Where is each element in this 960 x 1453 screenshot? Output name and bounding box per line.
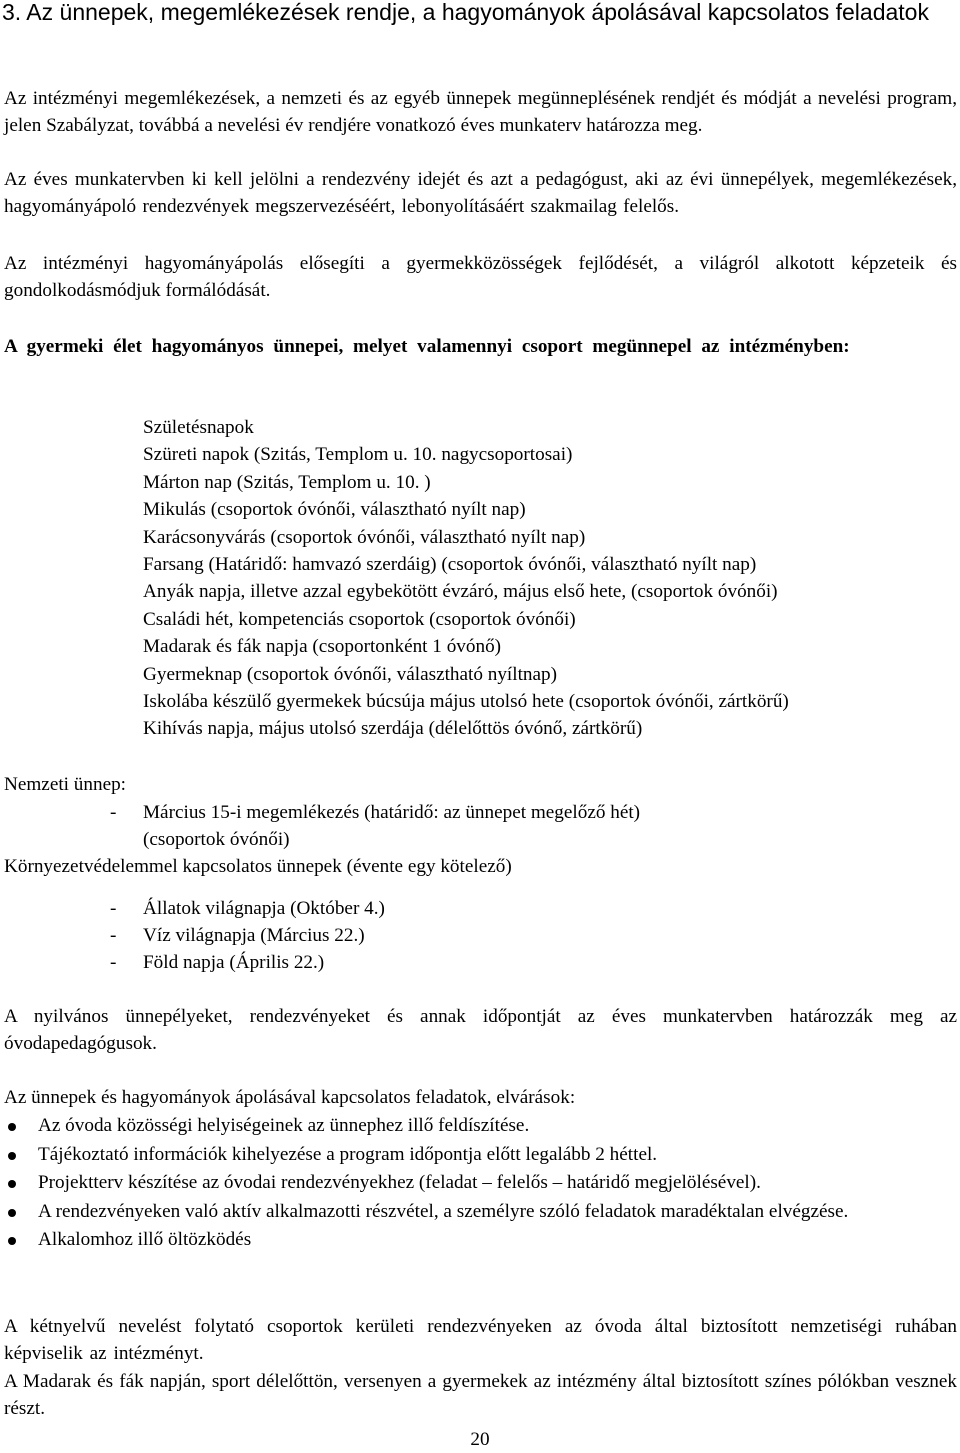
list-item-text: Víz világnapja (Március 22.) <box>143 925 365 946</box>
dash-marker: - <box>110 952 117 973</box>
list-item: Madarak és fák napja (csoportonként 1 óvónő) <box>143 636 502 658</box>
intro-paragraph-2: Az éves munkatervben ki kell jelölni a rendezvény idejét és azt a pedagógust, aki az évi ünnepélyek, megemlékezések, hagyományápoló rendezvények megszervezéséért, lebonyolításáért szakmailag felelős. <box>4 169 957 217</box>
list-item: Családi hét, kompetenciás csoportok (csoportok óvónői) <box>143 608 576 630</box>
list-item-text: A rendezvényeken való aktív alkalmazotti részvétel, a személyre szóló feladatok maradéktalan elvégzése. <box>38 1200 849 1222</box>
intro-paragraph-1: Az intézményi megemlékezések, a nemzeti és az egyéb ünnepek megünneplésének rendjét és módját a nevelési program, jelen Szabályzat, továbbá a nevelési év rendjére vonatkozó éves munkaterv határozza meg. <box>4 88 957 136</box>
list-item: Farsang (Határidő: hamvazó szerdáig) (csoportok óvónői, választható nyílt nap) <box>143 554 757 576</box>
dash-marker: - <box>110 898 117 919</box>
list-item-text: Föld napja (Április 22.) <box>143 952 325 973</box>
dash-marker: - <box>110 925 117 946</box>
section-heading: 3. Az ünnepek, megemlékezések rendje, a hagyományok ápolásával kapcsolatos feladatok <box>2 0 929 25</box>
list-item: Márton nap (Szitás, Templom u. 10. ) <box>143 471 431 493</box>
public-events-paragraph: A nyilvános ünnepélyeket, rendezvényeket és annak időpontját az éves munkatervben határozzák meg az óvodapedagógusok. <box>4 1006 957 1054</box>
bullet-icon <box>8 1180 16 1188</box>
list-item: Születésnapok <box>143 417 254 438</box>
national-holiday-item <box>110 799 640 826</box>
environment-holidays-label: Környezetvédelemmel kapcsolatos ünnepek (évente egy kötelező) <box>4 856 512 877</box>
national-holiday-item-text: Március 15-i megemlékezés (határidő: az ünnepet megelőző hét) <box>143 802 641 823</box>
list-item: Anyák napja, illetve azzal egybekötött évzáró, május első hete, (csoportok óvónői) <box>143 581 778 603</box>
list-item: Kihívás napja, május utolsó szerdája (délelőttös óvónő, zártkörű) <box>143 718 643 740</box>
national-holiday-label: Nemzeti ünnep: <box>4 774 127 795</box>
bullet-icon <box>8 1209 16 1217</box>
closing-paragraph-2: A Madarak és fák napján, sport délelőttön, versenyen a gyermekek az intézmény által biztosított színes pólókban vesznek részt. <box>4 1371 957 1419</box>
list-item <box>4 1112 957 1141</box>
page-number: 20 <box>470 1429 490 1450</box>
list-item: Szüreti napok (Szitás, Templom u. 10. nagycsoportosai) <box>143 444 573 466</box>
intro-paragraph-3: Az intézményi hagyományápolás elősegíti a gyermekközösségek fejlődését, a világról alkotott képzeteik és gondolkodásmódjuk formálódását. <box>4 253 957 301</box>
list-item <box>110 949 324 976</box>
list-item-text: Tájékoztató információk kihelyezése a program időpontja előtt legalább 2 héttel. <box>38 1143 658 1165</box>
traditions-list <box>143 414 953 743</box>
list-item <box>4 1198 957 1227</box>
traditions-title: A gyermeki élet hagyományos ünnepei, melyet valamennyi csoport megünnepel az intézményben: <box>4 336 850 357</box>
list-item-text: Alkalomhoz illő öltözködés <box>38 1229 252 1251</box>
list-item: Gyermeknap (csoportok óvónői, választható nyíltnap) <box>143 663 558 685</box>
list-item: Iskolába készülő gyermekek búcsúja május utolsó hete (csoportok óvónői, zártkörű) <box>143 691 789 713</box>
list-item <box>110 922 365 949</box>
list-item <box>4 1169 957 1198</box>
list-item <box>4 1226 957 1255</box>
national-holiday-item-continuation: (csoportok óvónői) <box>143 829 290 850</box>
list-item-text: Az óvoda közösségi helyiségeinek az ünnephez illő feldíszítése. <box>38 1115 530 1136</box>
list-item <box>4 1141 957 1170</box>
list-item: Mikulás (csoportok óvónői, választható nyílt nap) <box>143 499 526 521</box>
closing-paragraph-1: A kétnyelvű nevelést folytató csoportok kerületi rendezvényeken az óvoda által biztosított nemzetiségi ruhában képviselik az intézményt. <box>4 1316 957 1364</box>
list-item-text: Projektterv készítése az óvodai rendezvényekhez (feladat – felelős – határidő megjelölésével). <box>38 1172 761 1194</box>
list-item: Karácsonyvárás (csoportok óvónői, választható nyílt nap) <box>143 526 586 548</box>
list-item <box>110 895 385 922</box>
list-item-text: Állatok világnapja (Október 4.) <box>143 898 385 919</box>
tasks-label: Az ünnepek és hagyományok ápolásával kapcsolatos feladatok, elvárások: <box>4 1087 576 1108</box>
dash-marker: - <box>110 802 117 823</box>
bullet-icon <box>8 1123 16 1131</box>
bullet-icon <box>8 1237 16 1245</box>
bullet-icon <box>8 1152 16 1160</box>
tasks-list <box>4 1112 957 1255</box>
